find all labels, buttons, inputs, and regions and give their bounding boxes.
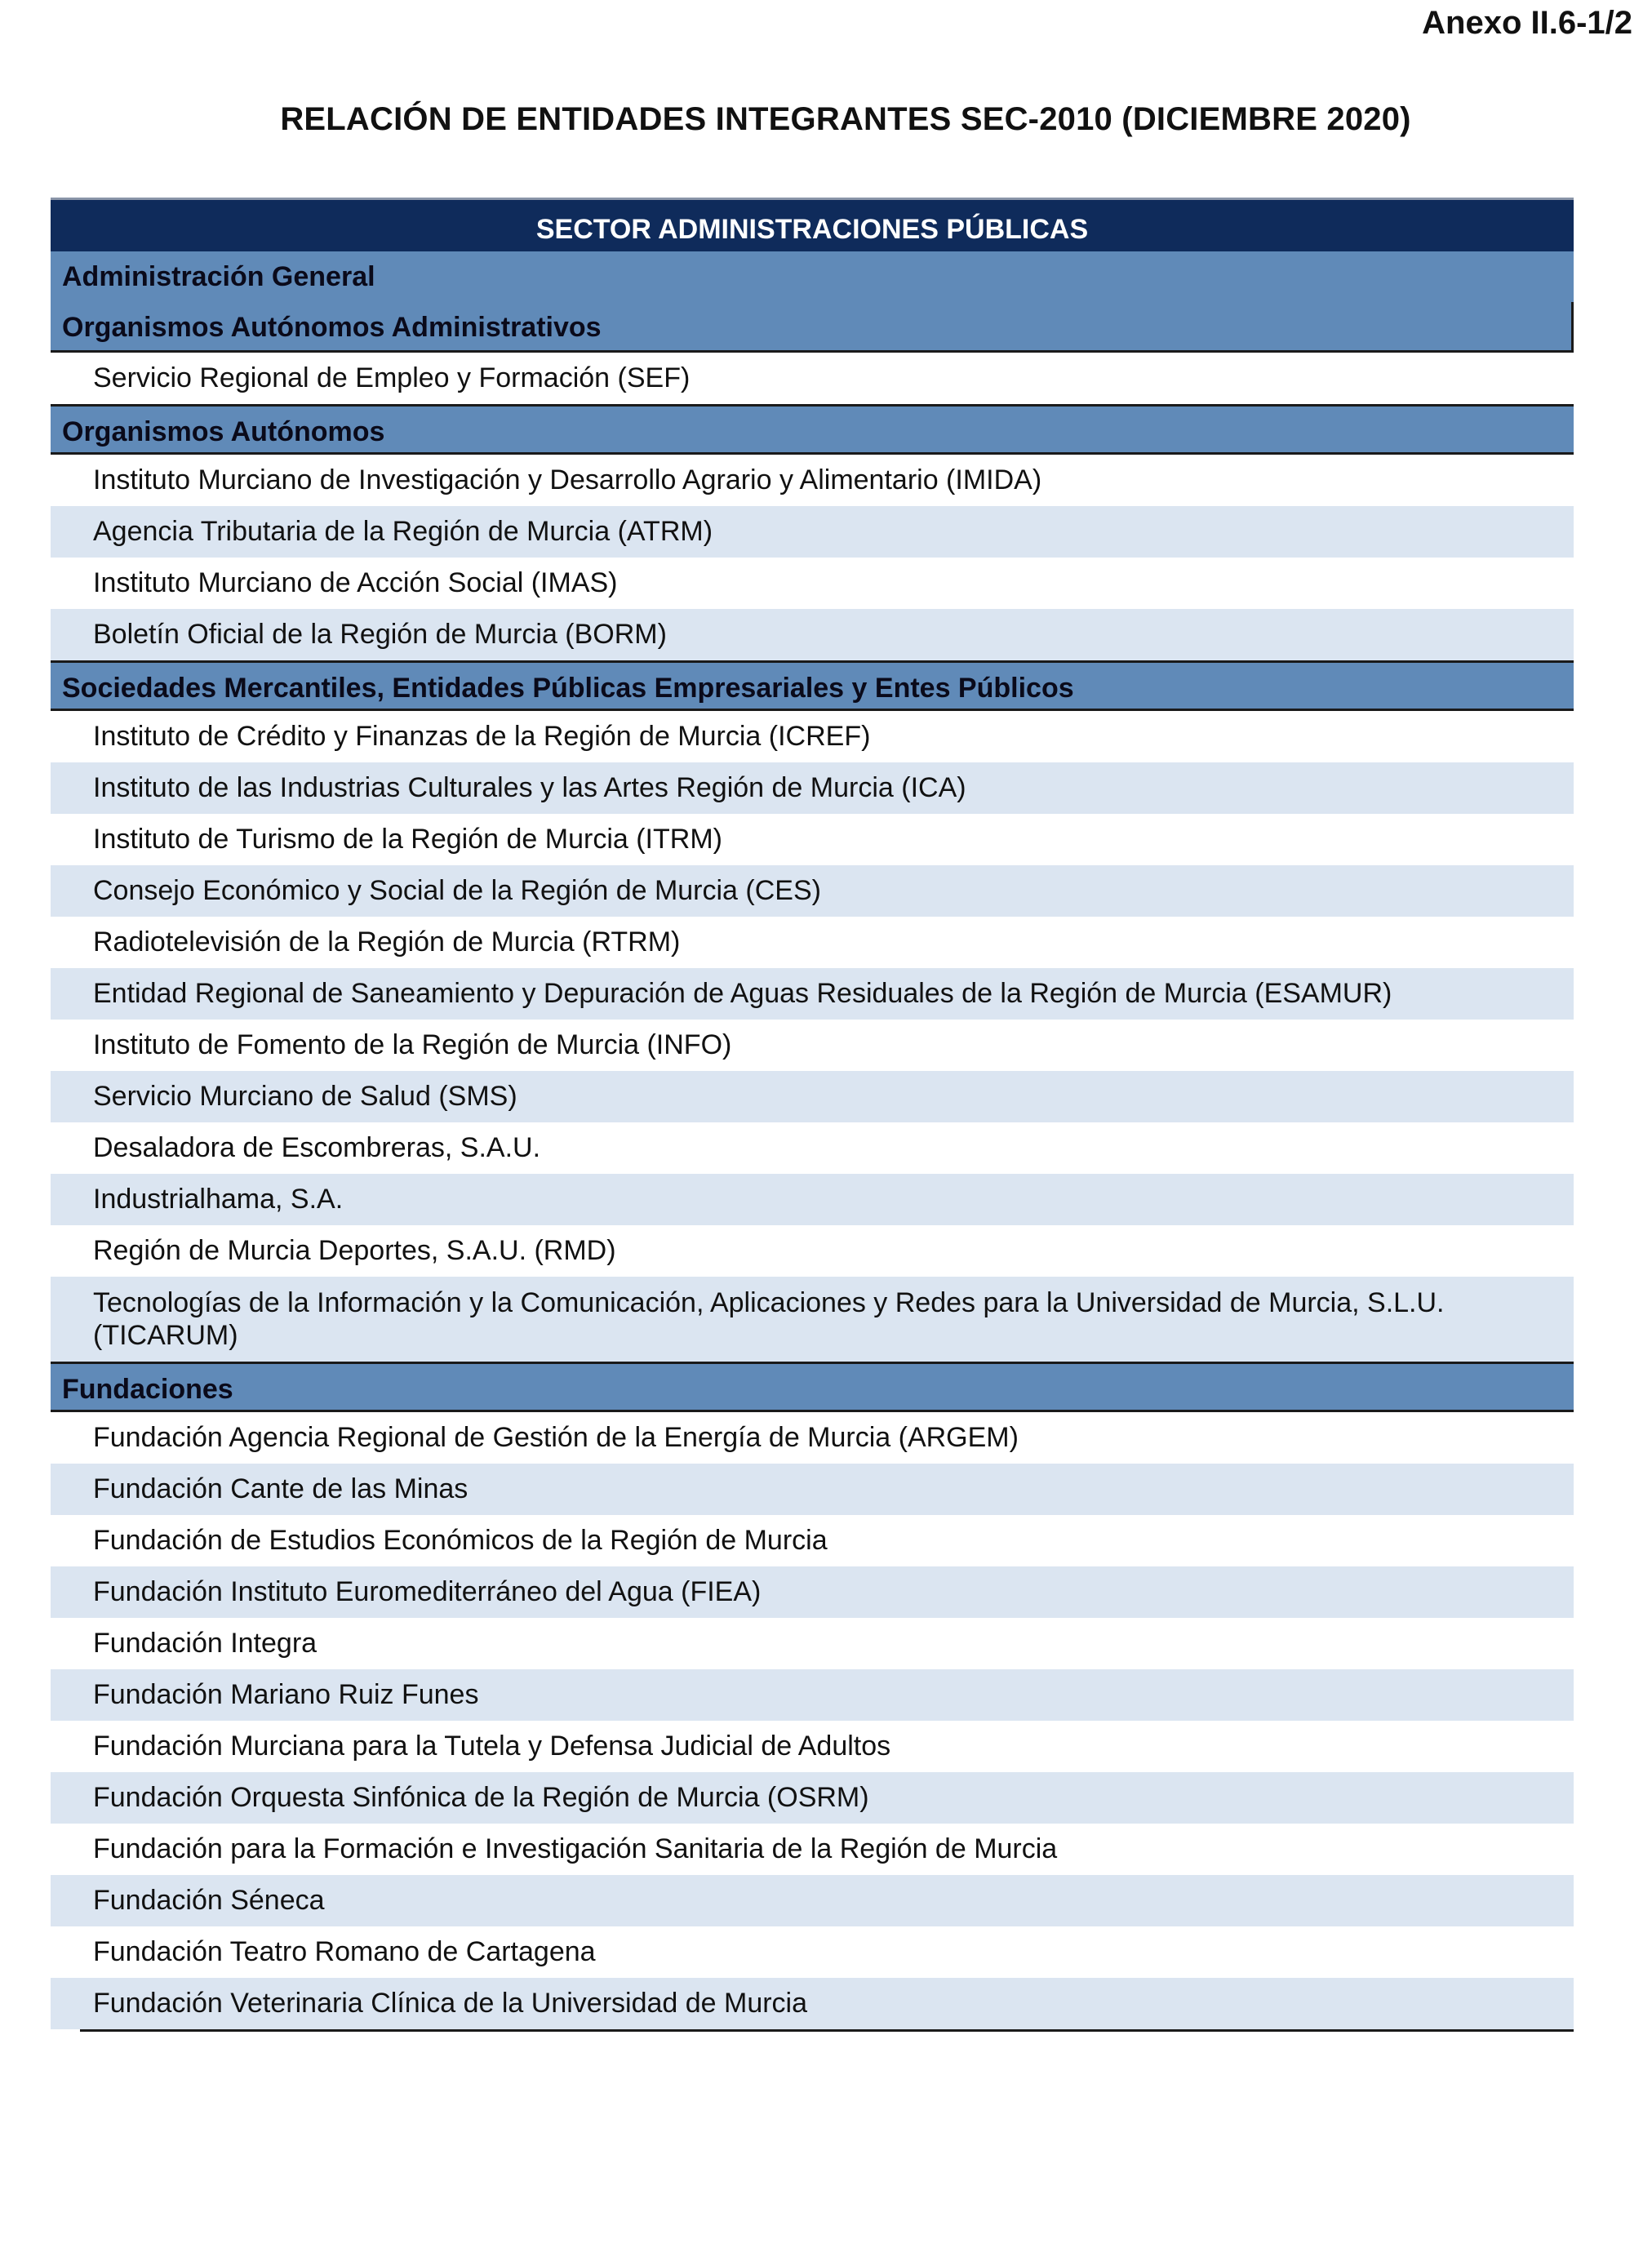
sector-header: SECTOR ADMINISTRACIONES PÚBLICAS — [51, 198, 1574, 251]
list-item: Fundación Instituto Euromediterráneo del Agua (FIEA) — [51, 1566, 1574, 1618]
list-item: Fundación Mariano Ruiz Funes — [51, 1669, 1574, 1721]
list-item: Fundación Séneca — [51, 1875, 1574, 1926]
list-item: Desaladora de Escombreras, S.A.U. — [93, 1132, 541, 1163]
document-title: RELACIÓN DE ENTIDADES INTEGRANTES SEC-2010 (DICIEMBRE 2020) — [280, 101, 1411, 137]
list-item: Fundación Veterinaria Clínica de la Universidad de Murcia — [51, 1978, 1574, 2029]
list-item: Fundación Orquesta Sinfónica de la Región de Murcia (OSRM) — [51, 1772, 1574, 1824]
list-item: Fundación Cante de las Minas — [51, 1464, 1574, 1515]
group-administracion-general: Administración General — [51, 251, 1574, 302]
list-item: Radiotelevisión de la Región de Murcia (RTRM) — [93, 926, 681, 957]
list-item: Instituto de Crédito y Finanzas de la Región de Murcia (ICREF) — [93, 721, 871, 752]
list-item: Fundación Agencia Regional de Gestión de la Energía de Murcia (ARGEM) — [93, 1422, 1019, 1453]
list-item: Región de Murcia Deportes, S.A.U. (RMD) — [93, 1235, 616, 1266]
list-item: Consejo Económico y Social de la Región de Murcia (CES) — [51, 865, 1574, 917]
group-organismos-autonomos-administrativos: Organismos Autónomos Administrativos — [51, 302, 1574, 353]
list-item: Instituto de Turismo de la Región de Murcia (ITRM) — [93, 824, 722, 855]
list-item: Instituto de Fomento de la Región de Murcia (INFO) — [93, 1029, 732, 1060]
list-item: Fundación Murciana para la Tutela y Defensa Judicial de Adultos — [93, 1731, 891, 1762]
list-item: Tecnologías de la Información y la Comunicación, Aplicaciones y Redes para la Universidad de Murcia, S.L.U. (TICARUM) — [51, 1277, 1574, 1362]
group-organismos-autonomos: Organismos Autónomos — [51, 404, 1574, 455]
list-item: Boletín Oficial de la Región de Murcia (BORM) — [51, 609, 1574, 660]
list-item: Entidad Regional de Saneamiento y Depuración de Aguas Residuales de la Región de Murcia (ESAMUR) — [51, 968, 1574, 1020]
table-bottom-rule — [80, 2029, 1574, 2032]
list-item: Fundación Teatro Romano de Cartagena — [93, 1936, 596, 1967]
group-fundaciones: Fundaciones — [51, 1362, 1574, 1412]
list-item: Agencia Tributaria de la Región de Murcia (ATRM) — [51, 506, 1574, 558]
list-item: Instituto Murciano de Acción Social (IMAS) — [93, 567, 618, 598]
list-item: Servicio Murciano de Salud (SMS) — [51, 1071, 1574, 1122]
list-item: Fundación de Estudios Económicos de la Región de Murcia — [93, 1525, 828, 1556]
annex-label: Anexo II.6-1/2 — [1422, 5, 1632, 41]
list-item: Instituto Murciano de Investigación y Desarrollo Agrario y Alimentario (IMIDA) — [93, 464, 1042, 495]
list-item: Industrialhama, S.A. — [51, 1174, 1574, 1225]
list-item: Fundación para la Formación e Investigación Sanitaria de la Región de Murcia — [93, 1833, 1058, 1864]
group-sociedades-mercantiles: Sociedades Mercantiles, Entidades Públicas Empresariales y Entes Públicos — [51, 660, 1574, 711]
list-item: Servicio Regional de Empleo y Formación (SEF) — [93, 362, 691, 393]
list-item: Fundación Integra — [93, 1628, 318, 1659]
list-item: Instituto de las Industrias Culturales y las Artes Región de Murcia (ICA) — [51, 762, 1574, 814]
entity-table — [51, 198, 1574, 2032]
